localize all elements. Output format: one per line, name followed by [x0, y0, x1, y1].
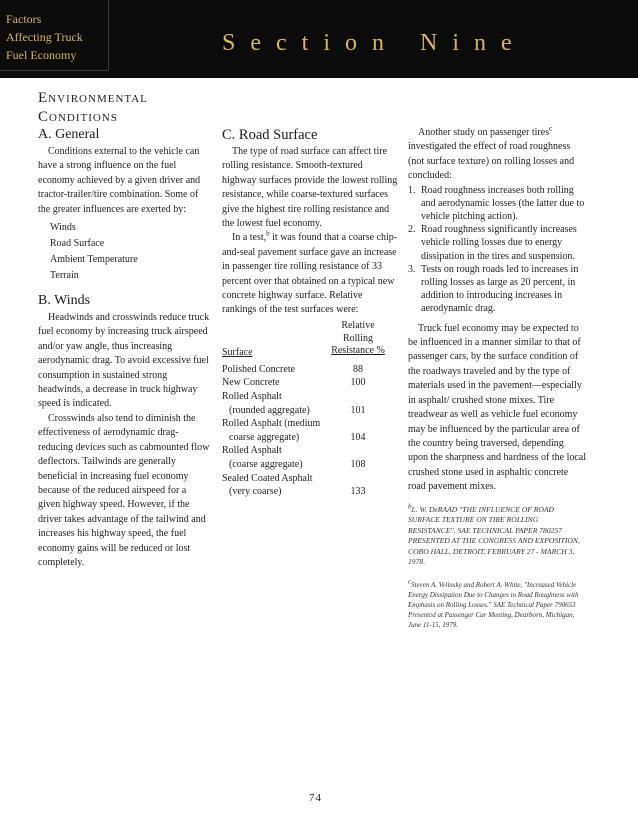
table-row	[222, 458, 398, 472]
header-line: Rolling	[342, 332, 373, 344]
winds-paragraph: Headwinds and crosswinds reduce truck fuel economy by increasing truck airspeed and/or yaw angle, thus increasing aerodynamic drag. To avoid excessive fuel consumption in sustained strong headwinds, a decrease in truck highway speed is indicated.	[38, 312, 210, 410]
footnote-text: L. W. DeRAAD "THE INFLUENCE OF ROAD SURFACE TEXTURE ON TIRE ROLLING RESISTANCE", SAE TECHNICAL PAPER 780257 PRESENTED AT THE CONGRESS AND EXPOSITION, COBO HALL, DETROIT, FEBRUARY 27 - MARCH 3, 1978.	[408, 504, 580, 567]
chapter-tab-line: Fuel Economy	[6, 48, 77, 62]
surface-detail: (rounded aggregate)	[229, 404, 310, 416]
paragraph-text: investigated the effect of road roughness (not surface texture) on rolling losses and concluded:	[408, 141, 575, 182]
table-row	[222, 444, 398, 458]
item-text: Road roughness significantly increases vehicle rolling losses due to energy dissipation in the tires and suspension.	[421, 224, 577, 262]
footnote-ref: b	[266, 230, 270, 239]
footnote	[408, 502, 586, 568]
environmental-heading	[38, 89, 148, 127]
table-row	[222, 472, 398, 486]
footnote-text: Steven A. Velinsky and Robert A. White, "Increased Vehicle Energy Dissipation Due to Changes in Road Roughness with Emphasis on Rolling Losses." SAE Technical Paper 790653 Presented at Passenger Car Meeting, Dearborn, Michigan, June 11-15, 1979.	[408, 580, 579, 629]
table-row	[222, 404, 398, 418]
surface-detail: coarse aggregate)	[229, 431, 300, 443]
study-paragraph: Truck fuel economy may be expected to be influenced in a manner similar to that of passenger cars, by the surface condition of the roadways traveled and by the type of materials used in the pavement—especially in asphalt/ crushed stone mixes. Tire treadwear as well as vehicle fuel economy may be influenced by the particular area of the country being traversed, depending upon the sharpness and hardness of the local crushed stone used in asphaltic concrete road pavement mixes.	[408, 322, 587, 493]
column-middle	[222, 126, 398, 499]
general-heading: A. General	[38, 127, 100, 142]
resistance-value: 88	[353, 363, 363, 375]
conclusion-item	[408, 184, 586, 224]
page-number: 74	[309, 792, 322, 804]
table-row	[222, 376, 398, 390]
influence-item: Road Surface	[50, 238, 105, 250]
page-header	[0, 0, 638, 78]
column-right	[408, 126, 586, 630]
surface-detail: (coarse aggregate)	[229, 459, 303, 471]
surface-name: New Concrete	[222, 377, 280, 389]
rolling-resistance-table	[222, 320, 398, 499]
footnote-ref: c	[549, 124, 553, 133]
table-row	[222, 431, 398, 445]
surface-name: Polished Concrete	[222, 363, 296, 375]
table-row	[222, 485, 398, 499]
item-number: 2.	[408, 224, 416, 236]
paragraph-text: In a test,	[232, 232, 267, 244]
surface-name: Rolled Asphalt	[222, 391, 282, 403]
chapter-tab-line: Factors	[6, 12, 42, 26]
general-paragraph: Conditions external to the vehicle can have a strong influence on the fuel economy achieved by a given driver and tractor-trailer/tire combination. Some of the greater influences are exerted by:	[38, 146, 201, 215]
surface-name: Sealed Coated Asphalt	[222, 472, 313, 484]
relative-column-header	[328, 320, 388, 358]
item-number: 3.	[408, 263, 416, 275]
paragraph-text: it was found that a coarse chip-and-seal pavement surface gave an increase in passenger tire rolling resistance of 33 percent over that obtained on a typical new concrete highway surface. Relative rankings of the test surfaces were:	[222, 232, 398, 316]
resistance-value: 108	[350, 459, 366, 471]
table-row	[222, 363, 398, 377]
conclusion-item	[408, 263, 586, 316]
surface-detail: (very coarse)	[229, 486, 282, 498]
surface-column-header: Surface	[222, 347, 253, 359]
heading-line: Environmental	[38, 90, 148, 106]
resistance-value: 133	[350, 486, 366, 498]
column-left	[38, 126, 210, 570]
surface-name: Rolled Asphalt	[222, 445, 282, 457]
resistance-value: 104	[350, 431, 366, 443]
item-number: 1.	[408, 184, 416, 196]
item-text: Road roughness increases both rolling and aerodynamic losses (the latter due to vehicle pitching action).	[421, 184, 585, 223]
road-surface-paragraph: The type of road surface can affect tire rolling resistance. Smooth-textured highway surfaces provide the lowest rolling resistance, while coarse-textured surfaces give the highest tire rolling resistance and the lowest fuel economy.	[222, 146, 398, 230]
footnote-mark: b	[408, 502, 412, 510]
winds-paragraph: Crosswinds also tend to diminish the effectiveness of aerodynamic drag-reducing devices such as cabmounted flow deflectors. Tailwinds are generally beneficial in increasing fuel economy because of the reduced airspeed for a given highway speed. However, if the driver takes advantage of the tailwind and increases his highway speed, the fuel economy gains will be reduced or lost completely.	[38, 412, 210, 568]
footnote	[408, 577, 586, 630]
section-title: Section Nine	[222, 30, 527, 56]
resistance-value: 100	[350, 377, 366, 389]
surface-name: Rolled Asphalt (medium	[222, 418, 321, 430]
winds-heading: B. Winds	[38, 293, 91, 309]
road-surface-heading: C. Road Surface	[222, 127, 318, 143]
table-header	[222, 320, 398, 363]
header-line: Resistance %	[331, 345, 385, 357]
header-line: Relative	[341, 319, 375, 331]
road-surface-paragraph	[222, 231, 398, 317]
item-text: Tests on rough roads led to increases in rolling losses as large as 20 percent, in addition to introducing increases in aerodynamic drag.	[421, 263, 579, 315]
influence-item: Ambient Temperature	[50, 254, 138, 266]
influence-item: Terrain	[50, 270, 79, 282]
influence-item: Winds	[50, 222, 76, 234]
resistance-value: 101	[350, 404, 366, 416]
paragraph-text: Another study on passenger tires	[418, 127, 550, 138]
table-row	[222, 417, 398, 431]
table-row	[222, 390, 398, 404]
footnote-mark: c	[408, 577, 412, 586]
conclusion-item	[408, 223, 586, 263]
study-intro	[408, 126, 586, 184]
chapter-tab	[0, 0, 109, 71]
chapter-tab-line: Affecting Truck	[6, 30, 83, 44]
heading-line: Conditions	[38, 109, 118, 125]
